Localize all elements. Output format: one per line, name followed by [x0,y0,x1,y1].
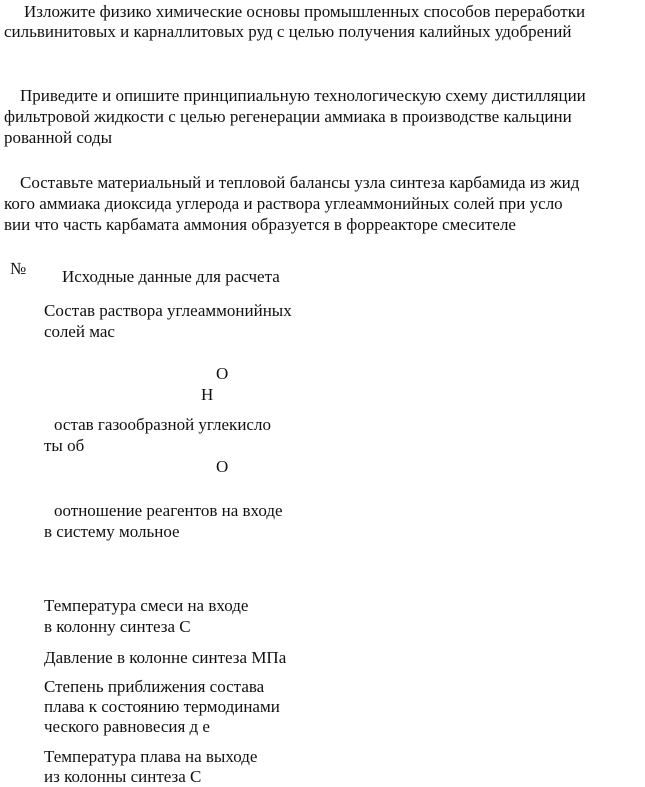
table-header: Исходные данные для расчета [62,267,280,286]
gas-composition-line-2: ты об [44,436,85,455]
task-3-line-1: Составьте материальный и тепловой балансы узла синтеза карбамида из жид [20,173,580,192]
melt-temperature-line-1: Температура плава на выходе [44,747,258,766]
equilibrium-degree-line-2: плава к состоянию термодинами [44,697,280,716]
task-3-line-3: вии что часть карбамата аммония образуется в форреакторе смесителе [4,215,516,234]
reagent-ratio-line-2: в систему мольное [44,522,180,541]
number-column-header: № [10,259,27,278]
mix-temperature-line-1: Температура смеси на входе [44,596,249,615]
column-pressure: Давление в колонне синтеза МПа [44,648,287,667]
formula-oxygen-1: О [216,364,229,383]
gas-composition-line-1: остав газообразной углекисло [54,415,271,434]
mix-temperature-line-2: в колонну синтеза С [44,617,191,636]
task-2-line-3: рованной соды [4,128,113,147]
reagent-ratio-line-1: оотношение реагентов на входе [54,501,283,520]
solution-composition-line-2: солей мас [44,322,115,341]
task-1-line-2: сильвинитовых и карналлитовых руд с целью получения калийных удобрений [4,22,572,41]
task-1-line-1: Изложите физико химические основы промышленных способов переработки [24,2,586,21]
equilibrium-degree-line-1: Степень приближения состава [44,677,265,696]
equilibrium-degree-line-3: ческого равновесия д е [44,717,210,736]
task-3-line-2: кого аммиака диоксида углерода и раствора углеаммонийных солей при усло [4,194,563,213]
formula-oxygen-2: О [216,457,229,476]
task-2-line-2: фильтровой жидкости с целью регенерации аммиака в производстве кальцини [4,107,572,126]
formula-hydrogen: Н [201,385,214,404]
melt-temperature-line-2: из колонны синтеза С [44,767,202,786]
solution-composition-line-1: Состав раствора углеаммонийных [44,301,292,320]
task-2-line-1: Приведите и опишите принципиальную технологическую схему дистилляции [20,86,586,105]
